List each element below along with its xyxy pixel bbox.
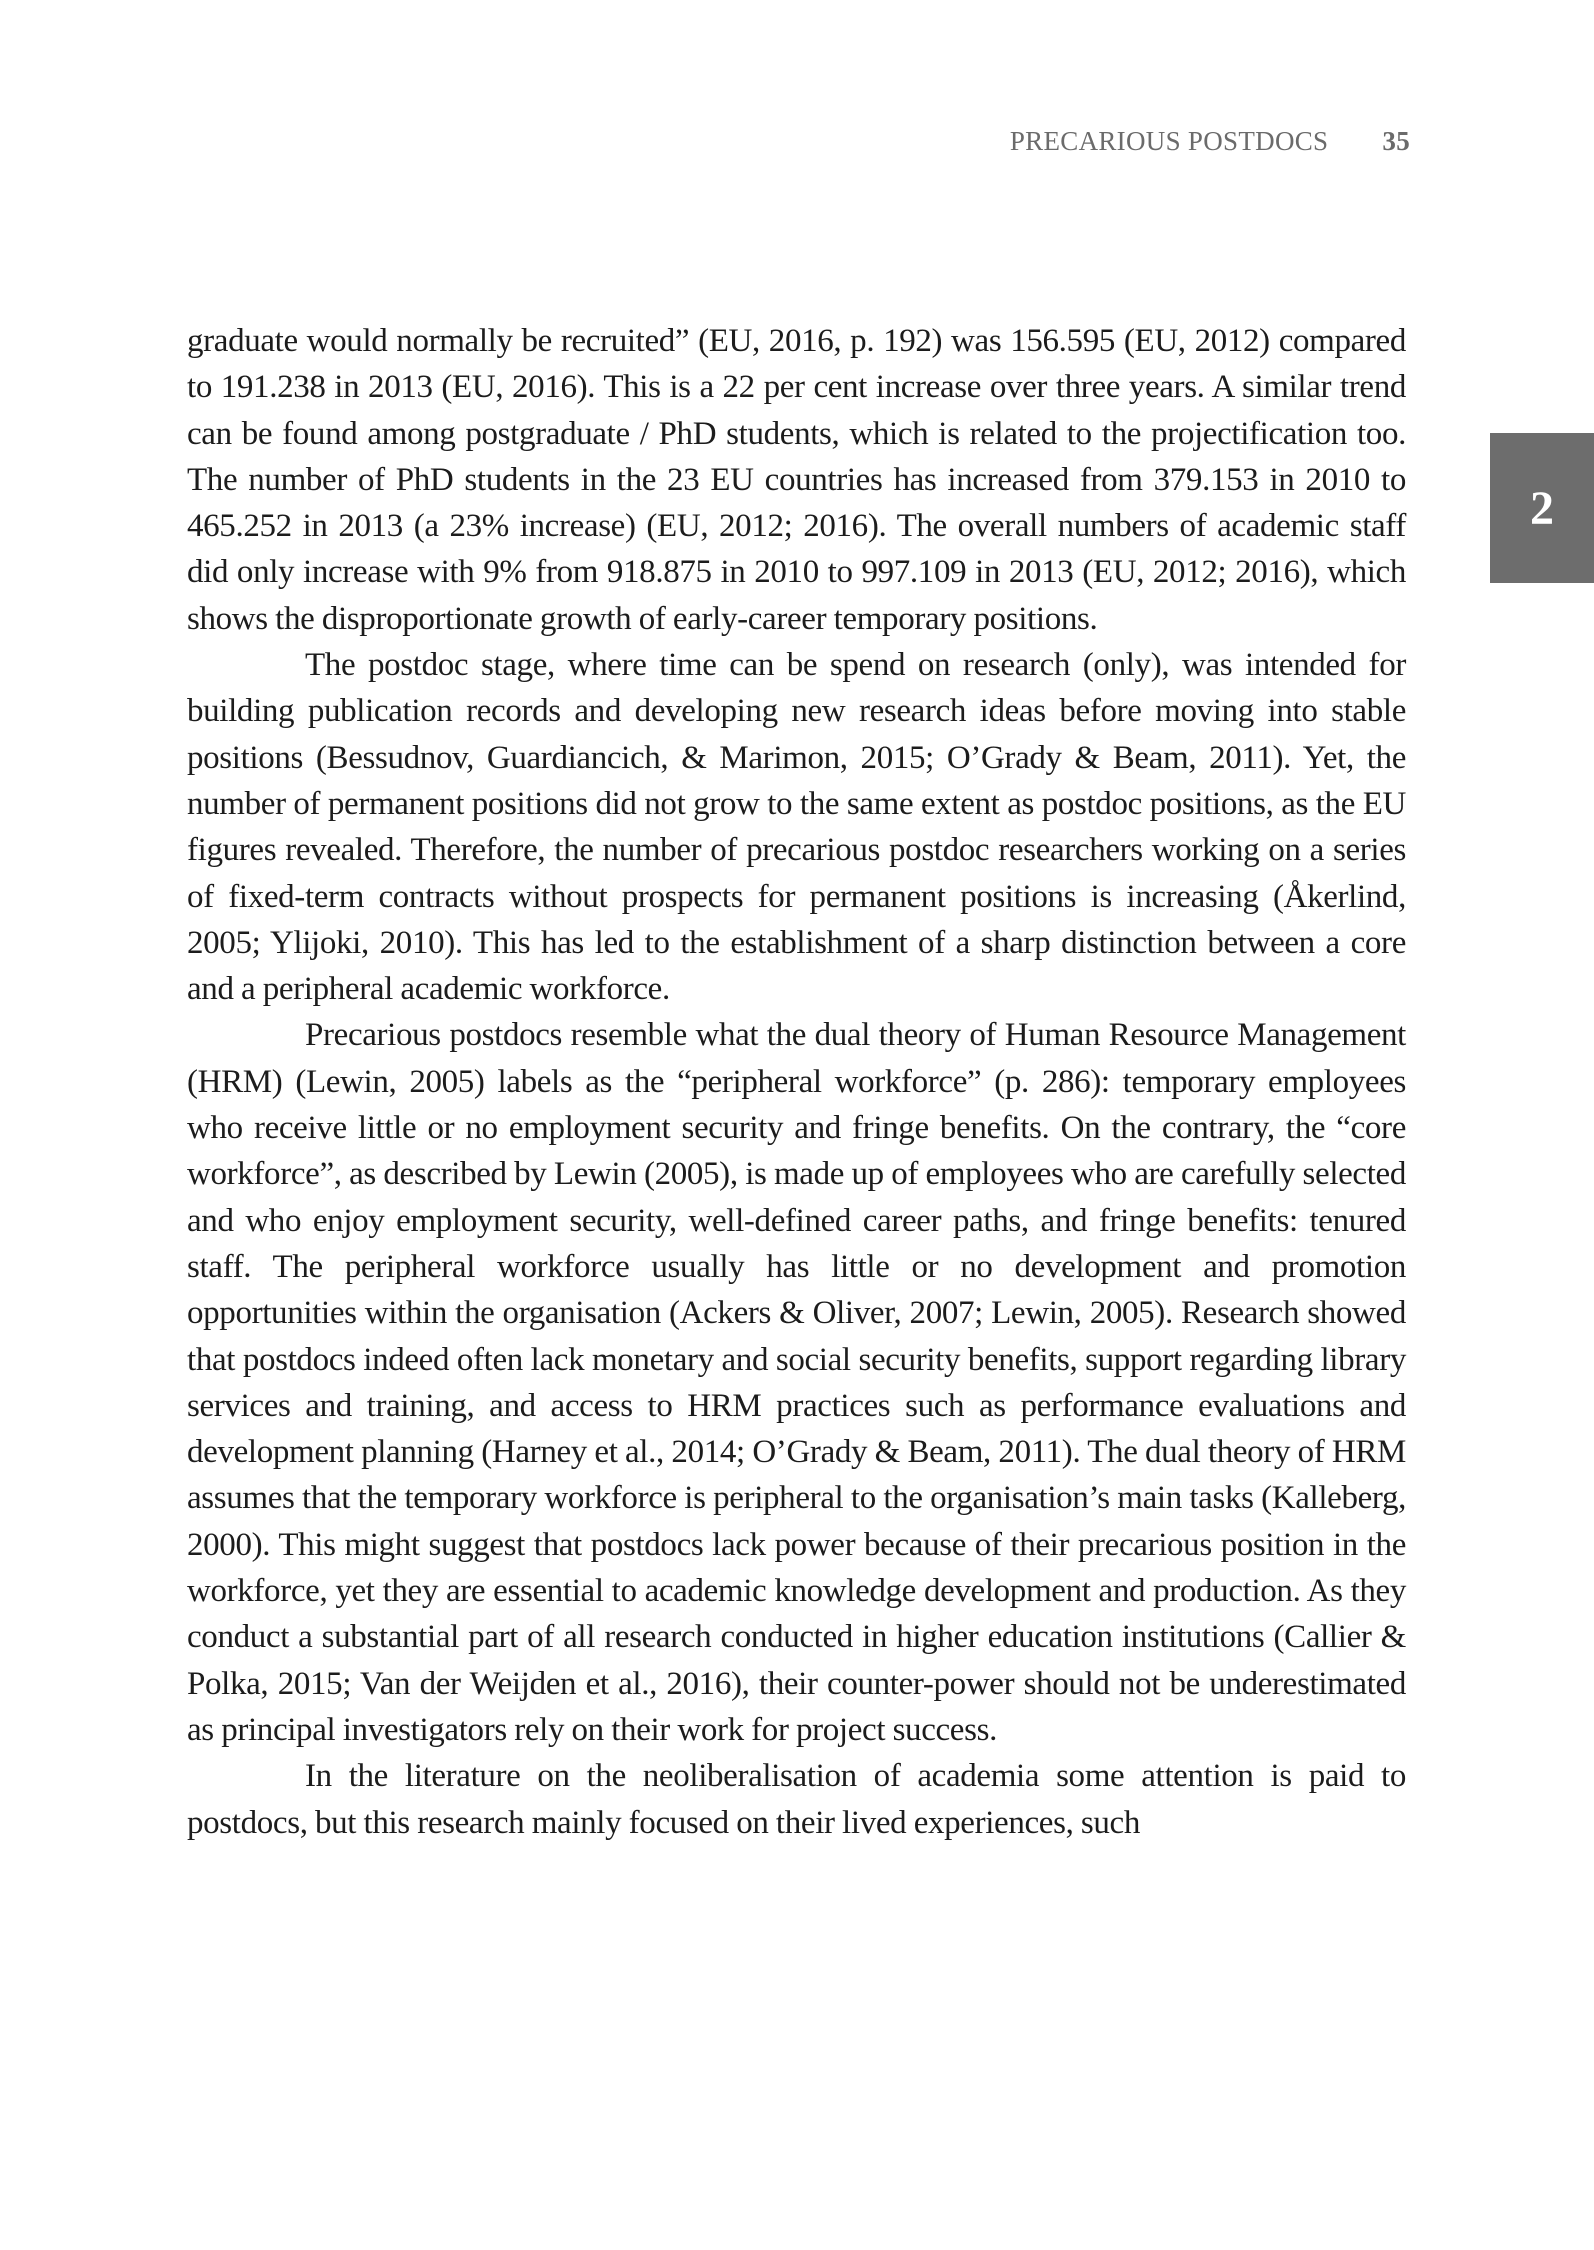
paragraph: In the literature on the neoliberalisation of academia some attention is paid to postdocs, but this research mainly focused on their lived experiences, such xyxy=(187,1758,1406,1841)
chapter-number: 2 xyxy=(1530,481,1554,535)
page-number: 35 xyxy=(1382,126,1410,156)
paragraph: Precarious postdocs resemble what the dual theory of Human Resource Management (HRM) (Lewin, 2005) labels as the “peripheral workforce” (p. 286): temporary employees who receive little or no employment security and fringe benefits. On the contrary, the “core workforce”, as described by Lewin (2005), is made up of employees who are carefully selected and who enjoy employment security, well-defined career paths, and fringe benefits: tenured staff. The peripheral workforce usually has little or no development and promotion opportunities within the organisation (Ackers & Oliver, 2007; Lewin, 2005). Research showed that postdocs indeed often lack monetary and social security benefits, support regarding library services and training, and access to HRM practices such as performance evaluations and development planning (Harney et al., 2014; O’Grady & Beam, 2011). The dual theory of HRM assumes that the temporary workforce is peripheral to the organisation’s main tasks (Kalleberg, 2000). This might suggest that postdocs lack power because of their precarious position in the workforce, yet they are essential to academic knowledge development and production. As they conduct a substantial part of all research conducted in higher education institutions (Callier & Polka, 2015; Van der Weijden et al., 2016), their counter-power should not be underestimated as principal investigators rely on their work for project success. xyxy=(187,1017,1406,1748)
body-text xyxy=(187,318,1406,1846)
running-header xyxy=(900,126,1410,166)
running-title: PRECARIOUS POSTDOCS xyxy=(1009,126,1329,156)
paragraph: graduate would normally be recruited” (EU, 2016, p. 192) was 156.595 (EU, 2012) compared to 191.238 in 2013 (EU, 2016). This is a 22 per cent increase over three years. A similar trend can be found among postgraduate / PhD students, which is related to the projectification too. The number of PhD students in the 23 EU countries has increased from 379.153 in 2010 to 465.252 in 2013 (a 23% increase) (EU, 2012; 2016). The overall numbers of academic staff did only increase with 9% from 918.875 in 2010 to 997.109 in 2013 (EU, 2012; 2016), which shows the disproportionate growth of early-career temporary positions. xyxy=(187,323,1406,637)
paragraph: The postdoc stage, where time can be spend on research (only), was intended for building publication records and developing new research ideas before moving into stable positions (Bessudnov, Guardiancich, & Marimon, 2015; O’Grady & Beam, 2011). Yet, the number of permanent positions did not grow to the same extent as postdoc positions, as the EU figures revealed. Therefore, the number of precarious postdoc researchers working on a series of fixed-term contracts without prospects for permanent positions is increasing (Åkerlind, 2005; Ylijoki, 2010). This has led to the establishment of a sharp distinction between a core and a peripheral academic workforce. xyxy=(187,647,1406,1008)
chapter-tab xyxy=(1490,433,1594,583)
